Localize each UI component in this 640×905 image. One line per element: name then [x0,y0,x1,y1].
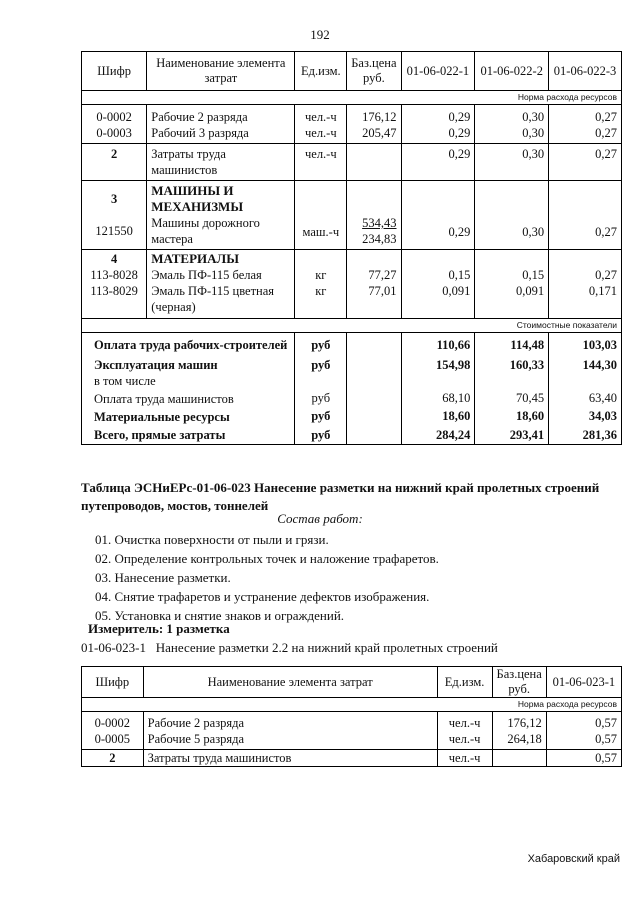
cost-name: Всего, прямые затраты [82,425,295,445]
cost-v2: 18,60 [475,407,549,425]
table-row [82,750,622,767]
cost-v1: 68,10 [401,389,475,407]
list-item: 01. Очистка поверхности от пыли и грязи. [95,532,329,547]
row-unit: чел.-ч [437,750,492,767]
row-code: 113-8028 [82,267,147,283]
row-v1: 0,091 [401,283,475,319]
row-unit: чел.-ч [295,105,347,126]
resource-table-01-06-022 [81,51,622,445]
list-item: 03. Нанесение разметки. [95,570,231,585]
row-name: Эмаль ПФ-115 белая [147,267,295,283]
row-price: 77,01 [347,283,401,319]
row-price [492,750,546,767]
row-price: 264,18 [492,731,546,750]
row-v2: 0,091 [475,283,549,319]
row-unit: кг [295,267,347,283]
row-code: 0-0005 [82,731,144,750]
row-v1: 0,57 [546,750,621,767]
cost-row [82,407,622,425]
row-name: Рабочий 3 разряда [147,125,295,144]
header-price: Баз.цена руб. [347,52,401,91]
list-item: 05. Установка и снятие знаков и ограждений. [95,608,345,623]
table-row [82,712,622,732]
header-name: Наименование элемента затрат [147,52,295,91]
row-v3: 0,27 [549,105,622,126]
table-header-row [82,667,622,698]
table-row [82,144,622,181]
row-v2: 0,30 [475,125,549,144]
row-v3: 0,27 [549,215,622,250]
row-unit: кг [295,283,347,319]
cost-label-row [82,319,622,333]
section-row-materials [82,250,622,268]
cost-v1: 110,66 [401,333,475,354]
table-row [82,125,622,144]
cost-v3: 63,40 [549,389,622,407]
table-header-row [82,52,622,91]
cost-subname: в том числе [94,374,156,388]
cost-row-total [82,425,622,445]
table-title: Таблица ЭСНиЕРс-01-06-023 Нанесение разметки на нижний край пролетных строений путепроводов, мостов, тоннелей [81,480,600,513]
row-name: Рабочие 2 разряда [147,105,295,126]
cost-name: Эксплуатация машин [94,358,218,372]
header-col-3: 01-06-022-3 [549,52,622,91]
header-code: Шифр [82,52,147,91]
row-v2: 0,30 [475,215,549,250]
resource-table-01-06-023 [81,666,622,767]
row-code: 0-0002 [82,712,144,732]
section-row-machines [82,181,622,216]
row-price-primary: 534,43 [362,216,397,230]
measurer: Измеритель: 1 разметка [88,621,230,636]
cost-name-cell [82,353,295,389]
row-v1: 0,15 [401,267,475,283]
row-price: 205,47 [347,125,401,144]
cost-row [82,353,622,389]
cost-v3: 281,36 [549,425,622,445]
norm-label-row [82,91,622,105]
header-col-2: 01-06-022-2 [475,52,549,91]
cost-unit: руб [295,333,347,354]
row-v1: 0,57 [546,731,621,750]
norm-label: Норма расхода ресурсов [82,698,622,712]
header-col-1: 01-06-022-1 [401,52,475,91]
cost-v1: 284,24 [401,425,475,445]
table-row [82,105,622,126]
cost-name: Оплата труда рабочих-строителей [82,333,295,354]
row-unit: чел.-ч [295,144,347,181]
row-v3: 0,27 [549,267,622,283]
row-unit: чел.-ч [437,731,492,750]
cost-v3: 103,03 [549,333,622,354]
row-price: 176,12 [347,105,401,126]
cost-v2: 70,45 [475,389,549,407]
cost-unit: руб [295,353,347,389]
row-v3: 0,27 [549,125,622,144]
row-unit: чел.-ч [295,125,347,144]
row-v1: 0,29 [401,215,475,250]
row-name: Затраты труда машинистов [147,144,295,181]
table-row [82,283,622,319]
section-code: 3 [82,181,147,216]
table-row [82,267,622,283]
section-title: МАТЕРИАЛЫ [147,250,295,268]
table-row [82,215,622,250]
header-code: Шифр [82,667,144,698]
cost-row [82,333,622,354]
row-name: Затраты труда машинистов [143,750,437,767]
cost-label: Стоимостные показатели [82,319,622,333]
row-price: 77,27 [347,267,401,283]
row-price-secondary: 234,83 [362,232,397,246]
header-unit: Ед.изм. [437,667,492,698]
row-code: 0-0002 [82,105,147,126]
cost-v2: 293,41 [475,425,549,445]
cost-v1: 18,60 [401,407,475,425]
row-name: Рабочие 2 разряда [143,712,437,732]
row-name: Эмаль ПФ-115 цветная (черная) [147,283,295,319]
header-name: Наименование элемента затрат [143,667,437,698]
cost-v2: 160,33 [475,353,549,389]
norm-label-row [82,698,622,712]
subtable-title: 01-06-023-1 Нанесение разметки 2.2 на нижний край пролетных строений [81,640,498,655]
row-v1: 0,57 [546,712,621,732]
row-v3: 0,27 [549,144,622,181]
row-code: 121550 [82,215,147,250]
cost-name: Оплата труда машинистов [82,389,295,407]
row-v2: 0,30 [475,105,549,126]
row-name: Рабочие 5 разряда [143,731,437,750]
row-v3: 0,171 [549,283,622,319]
composition-title: Состав работ: [277,511,363,526]
header-col-1: 01-06-023-1 [546,667,621,698]
cost-unit: руб [295,389,347,407]
cost-v3: 34,03 [549,407,622,425]
section-title: МАШИНЫ И МЕХАНИЗМЫ [147,181,295,216]
cost-row [82,389,622,407]
row-v2: 0,30 [475,144,549,181]
row-v1: 0,29 [401,105,475,126]
row-name: Машины дорожного мастера [147,215,295,250]
header-price: Баз.цена руб. [492,667,546,698]
cost-unit: руб [295,407,347,425]
cost-v2: 114,48 [475,333,549,354]
table-row [82,731,622,750]
row-v2: 0,15 [475,267,549,283]
row-price [347,144,401,181]
work-steps-list [95,530,439,625]
header-unit: Ед.изм. [295,52,347,91]
cost-name: Материальные ресурсы [82,407,295,425]
norm-label: Норма расхода ресурсов [82,91,622,105]
cost-v1: 154,98 [401,353,475,389]
list-item: 04. Снятие трафаретов и устранение дефектов изображения. [95,589,430,604]
row-code: 2 [82,144,147,181]
row-code: 2 [82,750,144,767]
row-unit: маш.-ч [295,215,347,250]
row-v1: 0,29 [401,125,475,144]
row-price: 176,12 [492,712,546,732]
cost-unit: руб [295,425,347,445]
section-code: 4 [82,250,147,268]
row-code: 113-8029 [82,283,147,319]
row-v1: 0,29 [401,144,475,181]
row-unit: чел.-ч [437,712,492,732]
row-price [347,215,401,250]
list-item: 02. Определение контрольных точек и наложение трафаретов. [95,551,439,566]
page-number: 192 [310,27,330,42]
row-code: 0-0003 [82,125,147,144]
footer-region: Хабаровский край [527,853,620,865]
cost-v3: 144,30 [549,353,622,389]
